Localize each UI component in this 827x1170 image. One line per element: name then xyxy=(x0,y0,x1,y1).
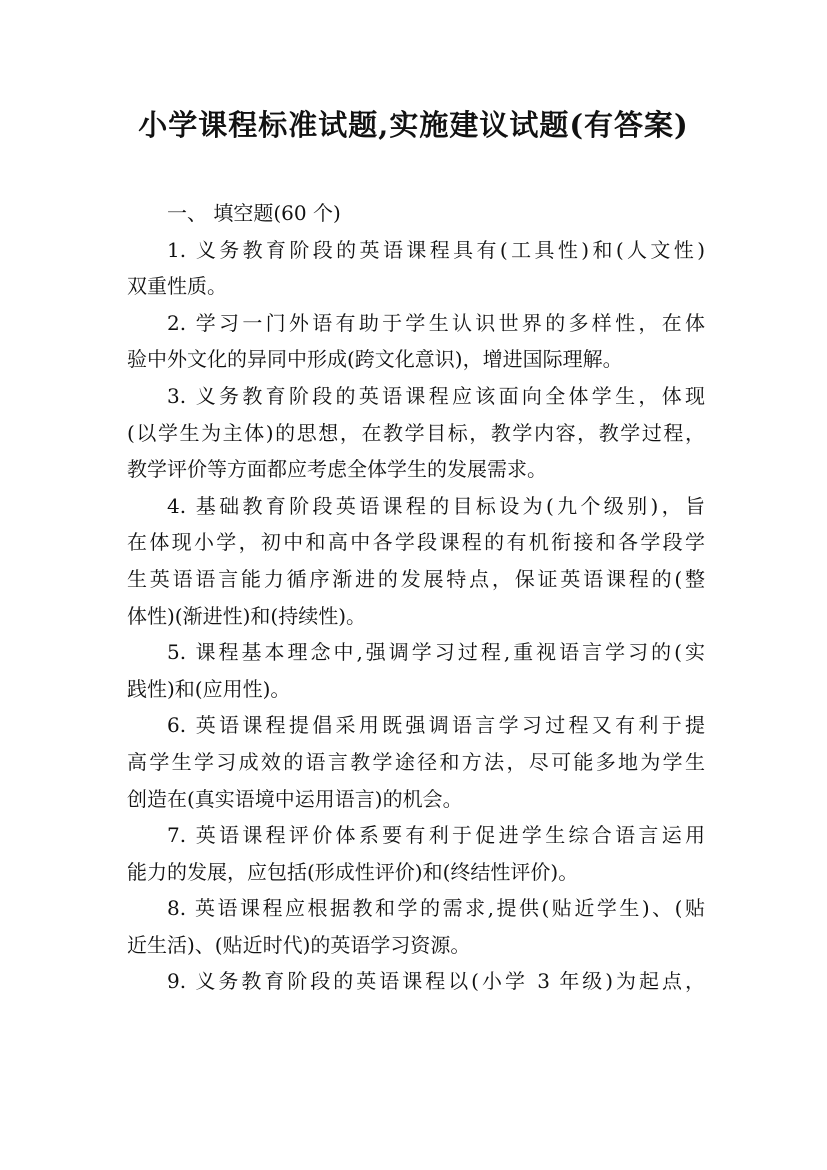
text-line: 9. 义务教育阶段的英语课程以(小学 3 年级)为起点， xyxy=(167,969,705,994)
text-line: 4. 基础教育阶段英语课程的目标设为(九个级别)，旨 xyxy=(167,493,705,518)
document-title: 小学课程标准试题,实施建议试题(有答案) xyxy=(138,108,689,142)
text-line: 2. 学习一门外语有助于学生认识世界的多样性，在体 xyxy=(167,310,705,335)
text-line: 教学评价等方面都应考虑全体学生的发展需求。 xyxy=(127,457,547,482)
text-line: 3. 义务教育阶段的英语课程应该面向全体学生，体现 xyxy=(167,383,705,408)
text-line: 创造在(真实语境中运用语言)的机会。 xyxy=(127,786,463,811)
section-heading: 一、 填空题(60 个) xyxy=(167,201,341,225)
text-line: 高学生学习成效的语言教学途径和方法，尽可能多地为学生 xyxy=(127,749,705,774)
text-line: 能力的发展，应包括(形成性评价)和(终结性评价)。 xyxy=(127,859,579,884)
text-line: 验中外文化的异同中形成(跨文化意识)，增进国际理解。 xyxy=(127,347,623,372)
text-line: 践性)和(应用性)。 xyxy=(127,676,291,701)
text-line: (以学生为主体)的思想，在教学目标，教学内容，教学过程， xyxy=(127,420,705,445)
text-line: 5. 课程基本理念中,强调学习过程,重视语言学习的(实 xyxy=(167,640,705,665)
text-line: 近生活)、(贴近时代)的英语学习资源。 xyxy=(127,932,471,957)
text-line: 8. 英语课程应根据教和学的需求,提供(贴近学生)、(贴 xyxy=(167,896,705,921)
text-line: 6. 英语课程提倡采用既强调语言学习过程又有利于提 xyxy=(167,713,705,738)
text-line: 体性)(渐进性)和(持续性)。 xyxy=(127,603,367,628)
text-line: 双重性质。 xyxy=(127,274,227,299)
text-line: 1. 义务教育阶段的英语课程具有(工具性)和(人文性) xyxy=(167,237,705,262)
text-line: 在体现小学，初中和高中各学段课程的有机衔接和各学段学 xyxy=(127,530,705,555)
document-body xyxy=(127,195,705,1000)
text-line: 7. 英语课程评价体系要有利于促进学生综合语言运用 xyxy=(167,823,705,848)
text-line: 生英语语言能力循序渐进的发展特点，保证英语课程的(整 xyxy=(127,566,705,591)
